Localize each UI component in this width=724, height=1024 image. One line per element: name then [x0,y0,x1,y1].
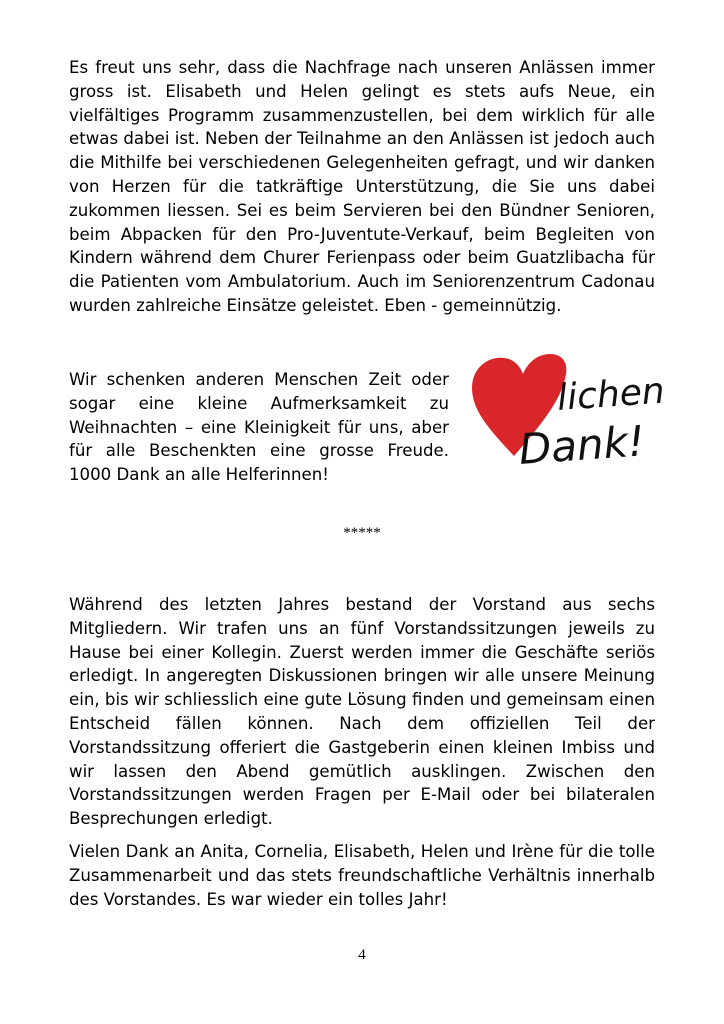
paragraph-board: Während des letzten Jahres bestand der Vorstand aus sechs Mitgliedern. Wir trafen uns an fünf Vorstandssitzungen jeweils zu Hause bei einer Kollegin. Zuerst werden immer die Geschäfte seriös erledigt. In angeregten Diskussionen bringen wir alle unsere Meinung ein, bis wir schliesslich eine gute Lösung finden und gemeinsam einen Entscheid fällen können. Nach dem offiziellen Teil der Vorstandssitzung offeriert die Gastgeberin einen kleinen Imbiss und wir lassen den Abend gemütlich ausklingen. Zwischen den Vorstandssitzungen werden Fragen per E-Mail oder bei bilateralen Besprechungen erledigt. [69,595,655,829]
logo-text-dank: Dank! [517,416,647,474]
logo-text-lichen: lichen [555,370,666,419]
paragraph-thanks-board: Vielen Dank an Anita, Cornelia, Elisabeth, Helen und Irène für die tolle Zusammenarbeit und das stets freundschaftliche Verhältnis innerhalb des Vorstandes. Es war wieder ein tolles Jahr! [69,842,655,909]
paragraph-volunteering: Es freut uns sehr, dass die Nachfrage nach unseren Anlässen immer gross ist. Elisabeth und Helen gelingt es stets aufs Neue, ein vielfältiges Programm zusammenzustellen, bei dem wirklich für alle etwas dabei ist. Neben der Teilnahme an den Anlässen ist jedoch auch die Mithilfe bei verschiedenen Gelegenheiten gefragt, und wir danken von Herzen für die tatkräftige Unterstützung, die Sie uns dabei zukommen liessen. Sei es beim Servieren bei den Bündner Senioren, beim Abpacken für den Pro-Juventute-Verkauf, beim Begleiten von Kindern während dem Churer Ferienpass oder beim Guatzlibacha für die Patienten vom Ambulatorium. Auch im Seniorenzentrum Cadonau wurden zahlreiche Einsätze geleistet. Eben - gemeinnützig. [69,58,655,315]
herzlichen-dank-logo [470,352,670,476]
paragraph-christmas: Wir schenken anderen Menschen Zeit oder sogar eine kleine Aufmerksamkeit zu Weihnachten – eine Kleinigkeit für uns, aber für alle Beschenkten eine grosse Freude. 1000 Dank an alle Helferinnen! [69,370,449,485]
page-number: 4 [358,947,366,963]
section-separator: ***** [343,525,381,541]
